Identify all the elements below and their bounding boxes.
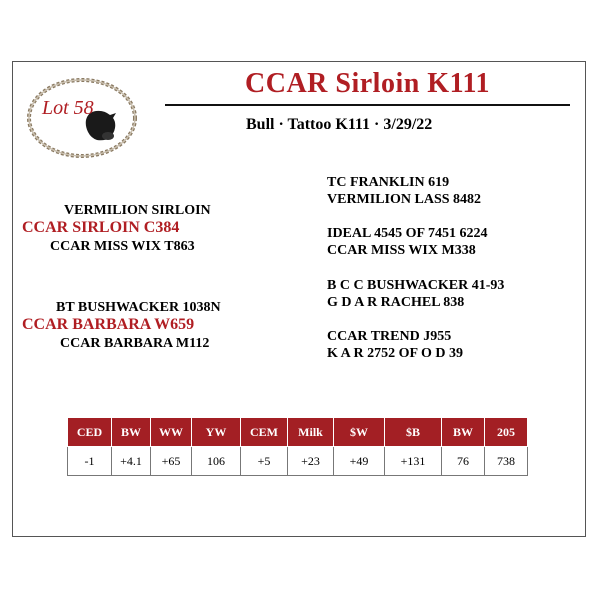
right-ped-5: B C C BUSHWACKER 41-93 <box>327 278 505 293</box>
epd-value: +23 <box>288 447 334 476</box>
right-ped-8: K A R 2752 OF O D 39 <box>327 346 463 361</box>
epd-value: 106 <box>192 447 241 476</box>
page-title: CCAR Sirloin K111 <box>245 68 490 99</box>
epd-value: +49 <box>334 447 385 476</box>
epd-header: 205 <box>485 418 528 447</box>
sire: CCAR SIRLOIN C384 <box>22 219 180 236</box>
epd-value: 738 <box>485 447 528 476</box>
dam: CCAR BARBARA W659 <box>22 316 195 333</box>
epd-value: +4.1 <box>112 447 151 476</box>
right-ped-7: CCAR TREND J955 <box>327 329 452 344</box>
epd-header: BW <box>112 418 151 447</box>
epd-value: 76 <box>442 447 485 476</box>
epd-value: +131 <box>385 447 442 476</box>
epd-header: CEM <box>241 418 288 447</box>
lot-logo <box>24 74 140 162</box>
right-ped-4: CCAR MISS WIX M338 <box>327 243 476 258</box>
epd-value: -1 <box>68 447 112 476</box>
sire-sire: VERMILION SIRLOIN <box>64 203 211 218</box>
lot-label: Lot 58 <box>42 97 94 119</box>
right-ped-1: TC FRANKLIN 619 <box>327 175 450 190</box>
animal-subtitle: Bull · Tattoo K111 · 3/29/22 <box>246 116 433 133</box>
epd-header: $B <box>385 418 442 447</box>
epd-header: YW <box>192 418 241 447</box>
epd-table <box>67 417 528 476</box>
epd-header: WW <box>151 418 192 447</box>
epd-values-row <box>68 447 528 476</box>
epd-header: BW <box>442 418 485 447</box>
sire-dam: CCAR MISS WIX T863 <box>50 239 195 254</box>
epd-value: +65 <box>151 447 192 476</box>
title-divider <box>165 104 570 106</box>
epd-value: +5 <box>241 447 288 476</box>
epd-header: $W <box>334 418 385 447</box>
epd-header: CED <box>68 418 112 447</box>
epd-header: Milk <box>288 418 334 447</box>
right-ped-2: VERMILION LASS 8482 <box>327 192 482 207</box>
dam-dam: CCAR BARBARA M112 <box>60 336 210 351</box>
epd-header-row <box>68 418 528 447</box>
dam-sire: BT BUSHWACKER 1038N <box>56 300 221 315</box>
right-ped-3: IDEAL 4545 OF 7451 6224 <box>327 226 488 241</box>
right-ped-6: G D A R RACHEL 838 <box>327 295 465 310</box>
